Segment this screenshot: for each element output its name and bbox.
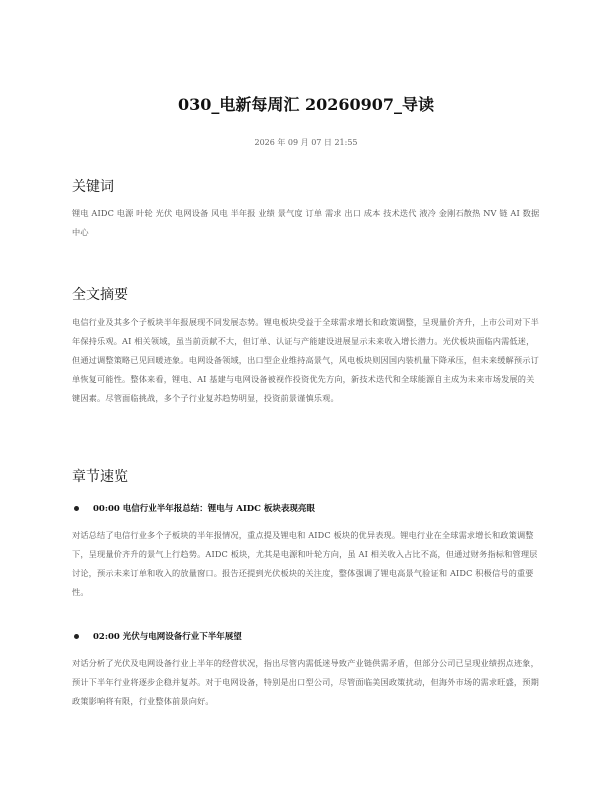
- summary-heading: 全文摘要: [72, 287, 128, 303]
- bullet-icon: [74, 634, 79, 639]
- chapter-item-1-text: 对话总结了电信行业多个子板块的半年报情况，重点提及锂电和 AIDC 板块的优异表现。锂电行业在全球需求增长和政策调整下，呈现量价齐升的景气上行趋势。AIDC 板块，尤其是电源和叶轮方向，虽 AI 相关收入占比不高，但通过财务指标和管理层讨论，预示未来订单和收入的放量窗口。报告还提到光伏板块的关注度，整体强调了锂电高景气验证和 AIDC 积极信号的重要性。: [72, 530, 538, 597]
- chapter-item-2-text: 对话分析了光伏及电网设备行业上半年的经营状况，指出尽管内需低迷导致产业链供需矛盾，但部分公司已呈现业绩拐点迹象，预计下半年行业将逐步企稳并复苏。对于电网设备，特别是出口型公司，尽管面临美国政策扰动，但海外市场的需求旺盛，预期政策影响将有限，行业整体前景向好。: [72, 658, 539, 706]
- summary-text: 电信行业及其多个子板块半年报展现不同发展态势。锂电板块受益于全球需求增长和政策调整，呈现量价齐升，上市公司对下半年保持乐观。AI 相关领域，虽当前贡献不大，但订单、认证与产能建设进展显示未来收入增长潜力。光伏板块面临内需低迷，但通过调整策略已见回暖迹象。电网设备领域，出口型企业维持高景气，风电板块则因国内装机量下降承压，但未来缓解预示订单恢复可能性。整体来看，锂电、AI 基建与电网设备被视作投资优先方向，新技术迭代和全球能源自主成为未来市场发展的关键因素。尽管面临挑战，多个子行业复苏趋势明显，投资前景谨慎乐观。: [72, 317, 539, 403]
- chapter-item-2-time: 02:00: [93, 632, 120, 642]
- keywords-heading: 关键词: [72, 179, 114, 195]
- document-title: 030_电新每周汇 20260907_导读: [177, 95, 435, 114]
- chapter-item-1-header: [72, 502, 542, 514]
- keywords-text: 锂电 AIDC 电源 叶轮 光伏 电网设备 风电 半年报 业绩 景气度 订单 需求 出口 成本 技术迭代 液冷 金刚石散热 NV 链 AI 数据中心: [72, 208, 540, 237]
- document-date: 2026 年 09 月 07 日 21:55: [254, 138, 358, 147]
- chapter-item-2-title: 光伏与电网设备行业下半年展望: [122, 632, 242, 642]
- chapter-item-1-time: 00:00: [93, 504, 120, 514]
- chapter-item-1-title: 电信行业半年报总结：锂电与 AIDC 板块表现亮眼: [122, 504, 315, 514]
- bullet-icon: [74, 506, 79, 511]
- chapters-heading: 章节速览: [72, 469, 128, 485]
- chapter-item-2-header: [72, 630, 542, 642]
